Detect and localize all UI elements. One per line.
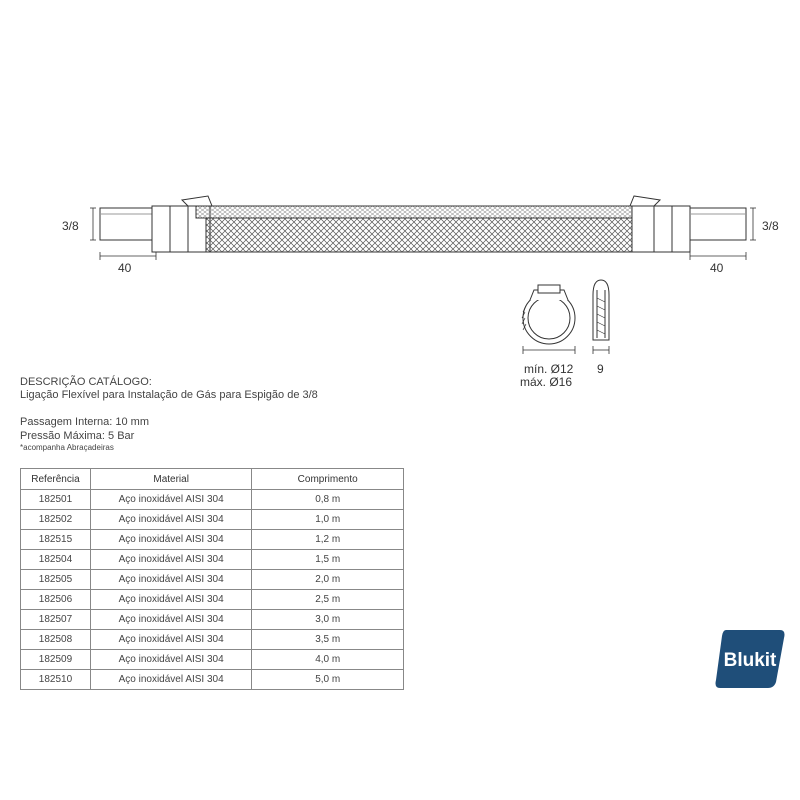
hose-top-band	[196, 206, 640, 218]
cell-material: Aço inoxidável AISI 304	[90, 530, 251, 550]
cell-length: 4,0 m	[252, 650, 404, 670]
clamp-min-label: mín. Ø12	[524, 362, 574, 376]
table-row	[21, 510, 404, 530]
description-note: *acompanha Abraçadeiras	[20, 443, 114, 452]
table-row	[21, 650, 404, 670]
table-row	[21, 570, 404, 590]
right-flange	[630, 196, 660, 206]
cell-material: Aço inoxidável AISI 304	[90, 550, 251, 570]
right-spigot	[690, 208, 746, 240]
cell-reference: 182515	[21, 530, 91, 550]
cell-material: Aço inoxidável AISI 304	[90, 590, 251, 610]
cell-material: Aço inoxidável AISI 304	[90, 570, 251, 590]
cell-material: Aço inoxidável AISI 304	[90, 490, 251, 510]
left-spigot	[100, 208, 156, 240]
cell-length: 3,5 m	[252, 630, 404, 650]
cell-length: 1,5 m	[252, 550, 404, 570]
table-row	[21, 670, 404, 690]
cell-length: 5,0 m	[252, 670, 404, 690]
header-reference: Referência	[21, 469, 91, 490]
cell-reference: 182508	[21, 630, 91, 650]
description-line-3: Pressão Máxima: 5 Bar	[20, 430, 135, 442]
table-row	[21, 550, 404, 570]
cell-length: 2,5 m	[252, 590, 404, 610]
cell-reference: 182502	[21, 510, 91, 530]
logo-text: Blukit	[723, 650, 777, 671]
cell-material: Aço inoxidável AISI 304	[90, 650, 251, 670]
left-diameter-label: 3/8	[62, 219, 79, 233]
cell-length: 1,2 m	[252, 530, 404, 550]
cell-reference: 182504	[21, 550, 91, 570]
cell-material: Aço inoxidável AISI 304	[90, 670, 251, 690]
description-line-1: Ligação Flexível para Instalação de Gás para Espigão de 3/8	[20, 389, 318, 401]
left-flange	[182, 196, 212, 206]
table-row	[21, 530, 404, 550]
cell-length: 1,0 m	[252, 510, 404, 530]
cell-reference: 182505	[21, 570, 91, 590]
cell-reference: 182509	[21, 650, 91, 670]
description-heading: DESCRIÇÃO CATÁLOGO:	[20, 376, 152, 388]
clamp-width-label: 9	[597, 362, 604, 376]
cell-reference: 182501	[21, 490, 91, 510]
cell-material: Aço inoxidável AISI 304	[90, 610, 251, 630]
cell-material: Aço inoxidável AISI 304	[90, 630, 251, 650]
table-row	[21, 610, 404, 630]
product-table	[20, 468, 404, 690]
cell-length: 0,8 m	[252, 490, 404, 510]
header-length: Comprimento	[252, 469, 404, 490]
table-row	[21, 590, 404, 610]
hose-braid	[206, 218, 636, 252]
right-length-label: 40	[710, 261, 724, 275]
hose-technical-drawing	[0, 0, 800, 380]
left-length-label: 40	[118, 261, 132, 275]
table-row	[21, 490, 404, 510]
table-header-row	[21, 469, 404, 490]
cell-material: Aço inoxidável AISI 304	[90, 510, 251, 530]
table-row	[21, 630, 404, 650]
description-line-2: Passagem Interna: 10 mm	[20, 416, 150, 428]
cell-reference: 182506	[21, 590, 91, 610]
cell-reference: 182507	[21, 610, 91, 630]
clamp-max-label: máx. Ø16	[520, 375, 573, 389]
cell-reference: 182510	[21, 670, 91, 690]
blukit-logo	[712, 626, 788, 692]
right-diameter-label: 3/8	[762, 219, 779, 233]
hose-assembly	[100, 196, 746, 252]
cell-length: 2,0 m	[252, 570, 404, 590]
clamp-side-view	[593, 280, 609, 354]
clamp-front-view	[522, 285, 575, 354]
cell-length: 3,0 m	[252, 610, 404, 630]
header-material: Material	[90, 469, 251, 490]
